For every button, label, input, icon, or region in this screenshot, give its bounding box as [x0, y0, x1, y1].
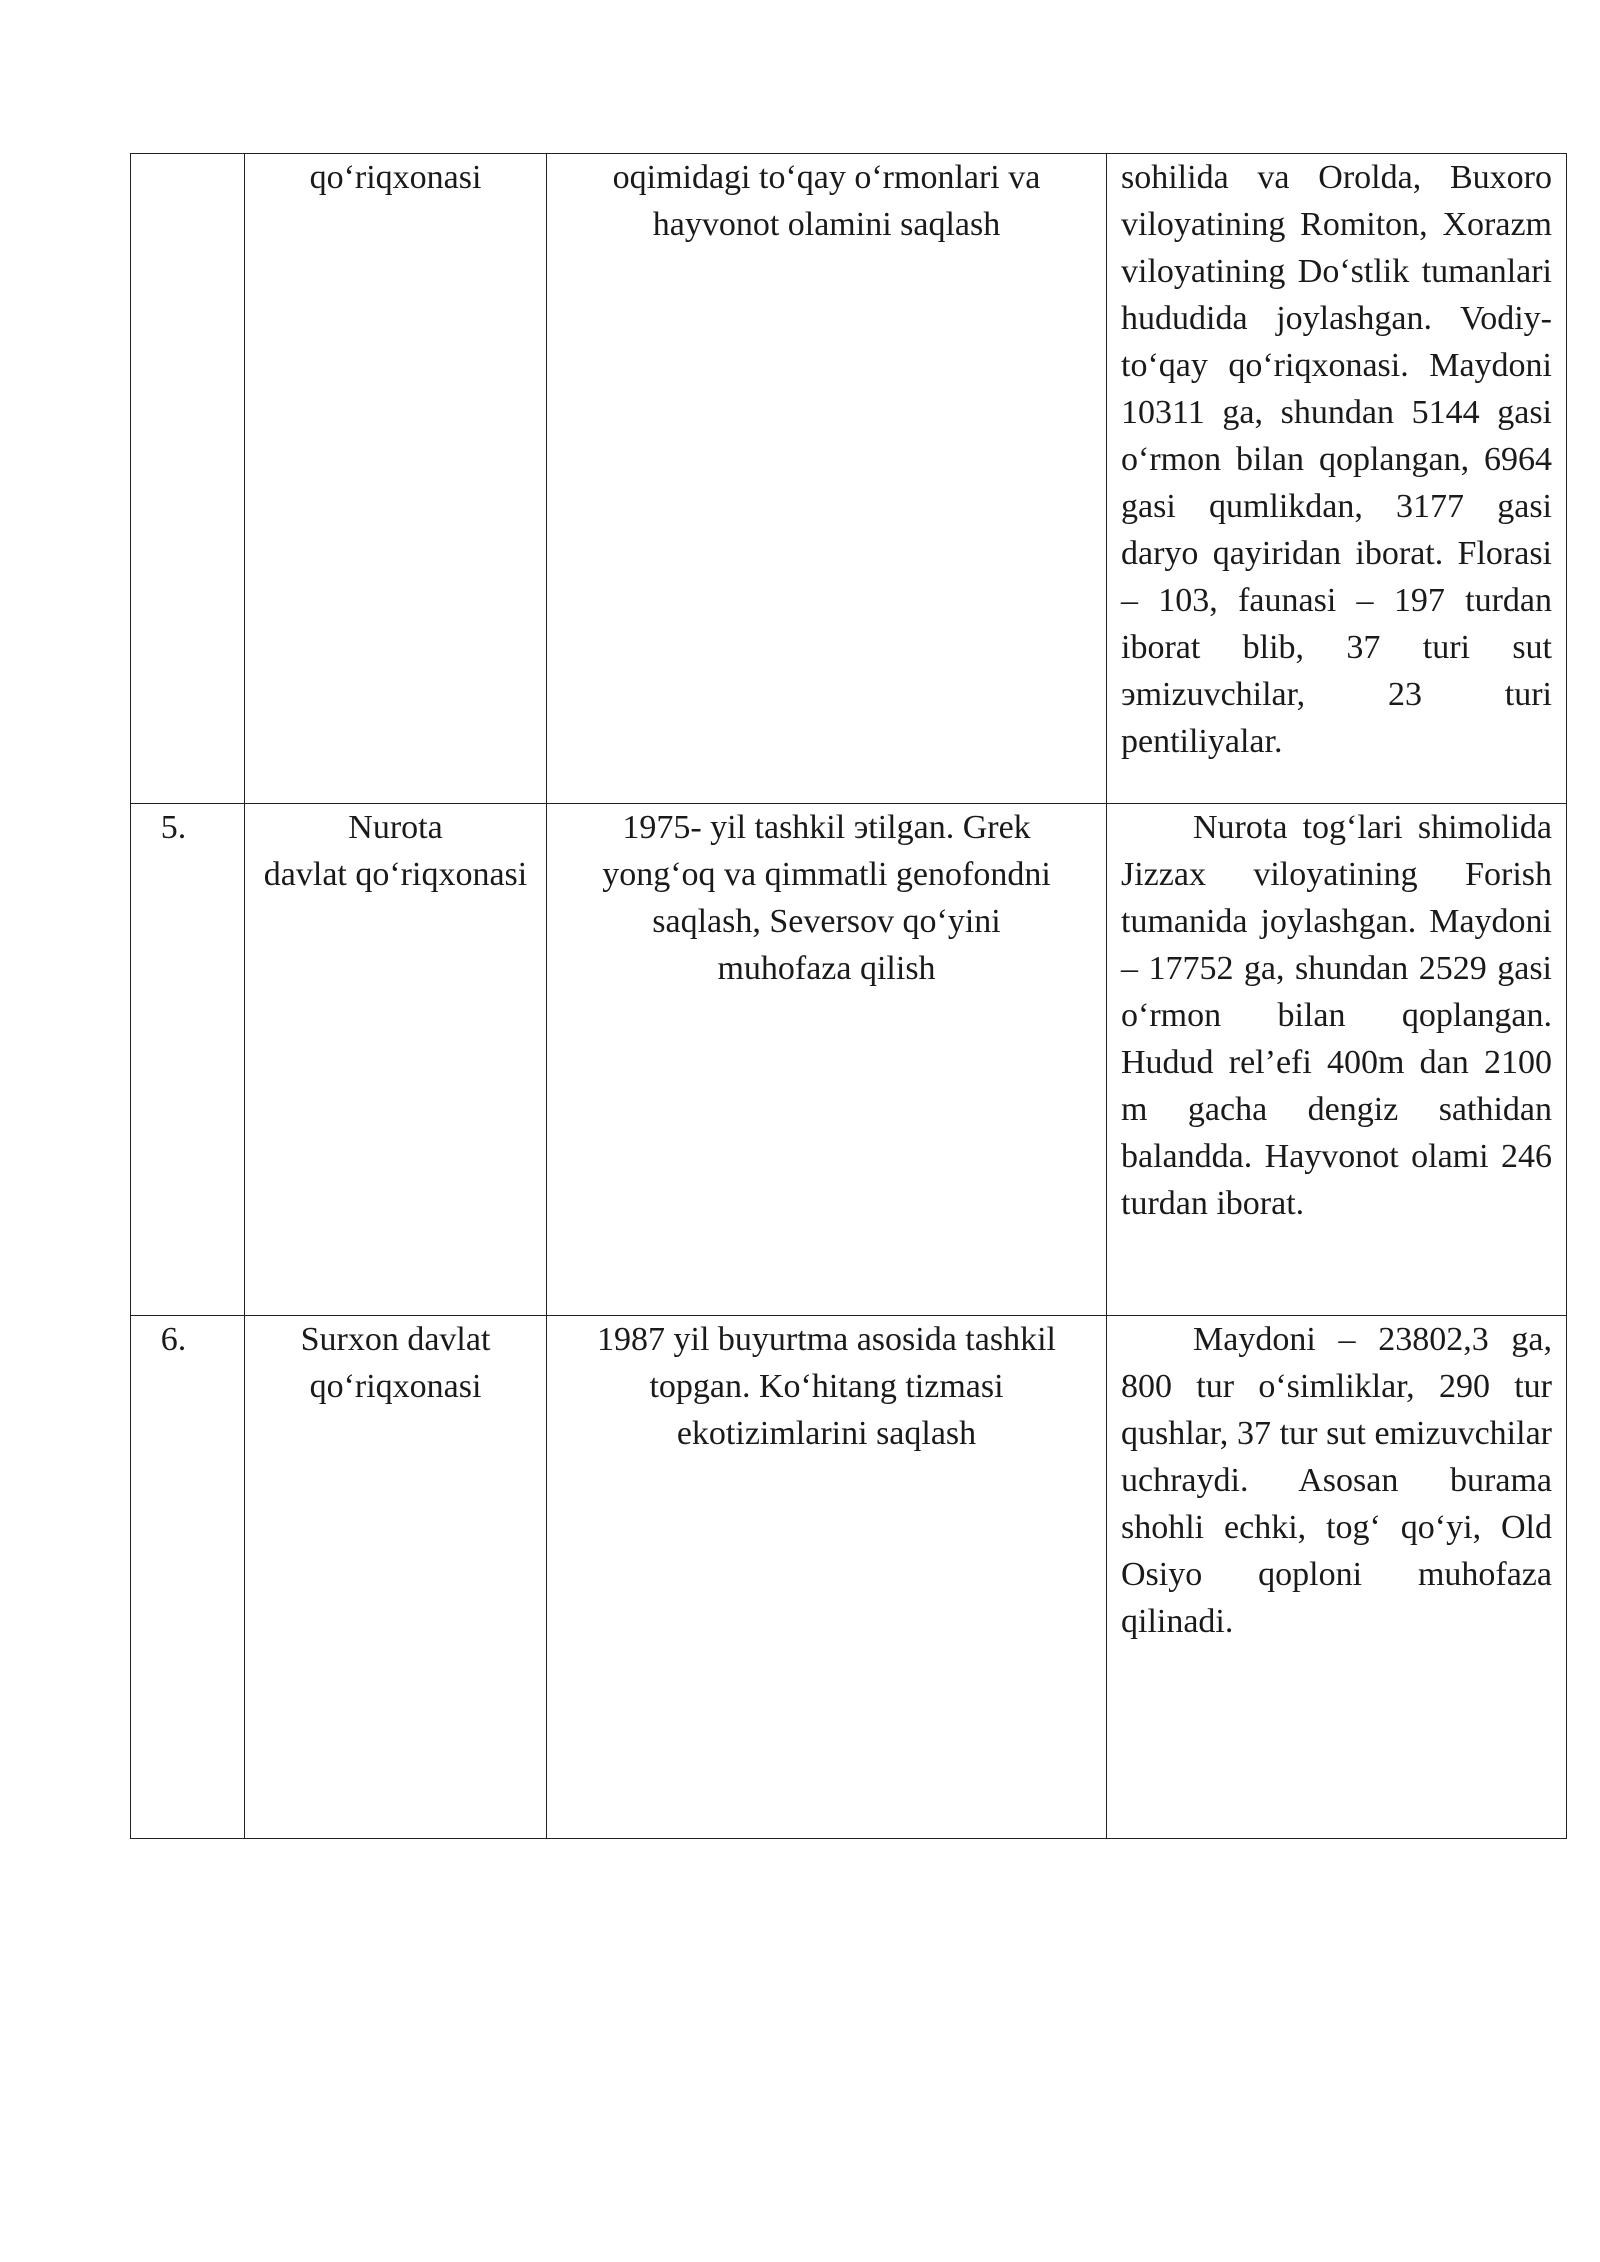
reserve-description-text: Nurota tog‘lari shimolida Jizzax viloyatining Forish tumanida joylashgan. Maydoni – 17752 ga, shundan 2529 gasi o‘rmon bilan qoplangan. Hudud rel’efi 400m dan 2100 m gacha dengiz sathidan balandda. Hayvonot olami 246 turdan iborat. [1121, 809, 1552, 1222]
reserve-goal-line: topgan. Ko‘hitang tizmasi [649, 1368, 1004, 1405]
reserve-goal-line: 1975- yil tashkil эtilgan. Grek [622, 809, 1031, 846]
reserve-goal-line: oqimidagi to‘qay o‘rmonlari va [612, 159, 1041, 196]
reserve-description [1107, 804, 1567, 1316]
reserve-name [245, 1316, 547, 1839]
reserve-name [245, 154, 547, 804]
row-number: 6. [131, 1316, 245, 1839]
reserve-goal [547, 804, 1107, 1316]
reserve-goal-line: yong‘oq va qimmatli genofondni [602, 856, 1051, 893]
reserve-goal-line: ekotizimlarini saqlash [676, 1415, 977, 1452]
reserve-name-line: Nurota [348, 809, 443, 846]
table-row [131, 154, 1567, 804]
table-row [131, 804, 1567, 1316]
reserve-description [1107, 1316, 1567, 1839]
reserve-description-text: Maydoni – 23802,3 ga, 800 tur o‘simliklar, 290 tur qushlar, 37 tur sut emizuvchilar uchraydi. Asosan burama shohli echki, tog‘ qo‘yi, Old Osiyo qoploni muhofaza qilinadi. [1121, 1321, 1552, 1640]
reserve-name-line: davlat qo‘riqxonasi [263, 856, 528, 893]
reserve-goal [547, 1316, 1107, 1839]
table-row [131, 1316, 1567, 1839]
reserve-name-line: qo‘riqxonasi [309, 1368, 482, 1405]
reserve-name-line: Surxon davlat [300, 1321, 491, 1358]
reserve-name-line: qo‘riqxonasi [309, 159, 482, 196]
reserves-table [130, 153, 1567, 1839]
reserve-goal-line: 1987 yil buyurtma asosida tashkil [597, 1321, 1056, 1358]
reserve-description [1107, 154, 1567, 804]
row-number [131, 154, 245, 804]
reserve-goal [547, 154, 1107, 804]
reserve-name [245, 804, 547, 1316]
reserve-description-text: sohilida va Orolda, Buxoro viloyatining Romiton, Xorazm viloyatining Do‘stlik tumanlari hududida joylashgan. Vodiy-to‘qay qo‘riqxonasi. Maydoni 10311 ga, shundan 5144 gasi o‘rmon bilan qoplangan, 6964 gasi qumlikdan, 3177 gasi daryo qayiridan iborat. Florasi – 103, faunasi – 197 turdan iborat blib, 37 turi sut эmizuvchilar, 23 turi pentiliyalar. [1121, 159, 1552, 760]
row-number: 5. [131, 804, 245, 1316]
reserve-goal-line: saqlash, Seversov qo‘yini [652, 903, 1001, 940]
reserve-goal-line: muhofaza qilish [717, 950, 936, 987]
reserve-goal-line: hayvonot olamini saqlash [652, 206, 1001, 243]
